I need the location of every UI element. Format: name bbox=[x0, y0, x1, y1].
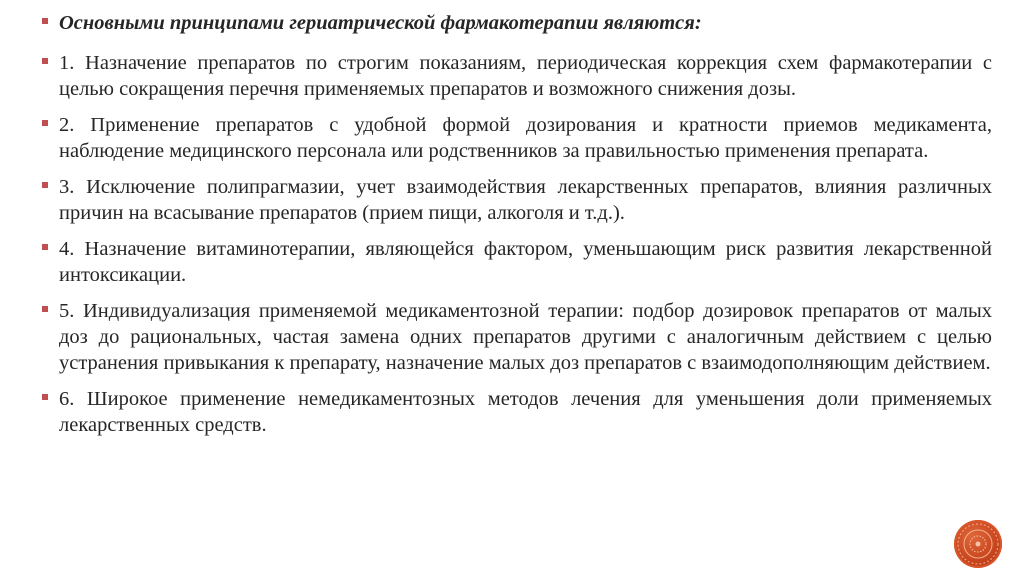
logo-ornament-graphic bbox=[954, 520, 1002, 568]
list-item bbox=[40, 386, 992, 438]
square-bullet-icon bbox=[42, 306, 48, 312]
list-item bbox=[40, 174, 992, 226]
circular-ornament-logo-icon bbox=[954, 520, 1002, 568]
square-bullet-icon bbox=[42, 182, 48, 188]
square-bullet-icon bbox=[42, 394, 48, 400]
list-item-text: 1. Назначение препаратов по строгим показаниям, периодическая коррекция схем фармакотерапии с целью сокращения перечня применяемых препаратов и возможного снижения дозы. bbox=[59, 52, 992, 100]
principles-list bbox=[40, 10, 992, 448]
list-heading bbox=[40, 10, 992, 36]
list-item-text: 4. Назначение витаминотерапии, являющейся фактором, уменьшающим риск развития лекарственной интоксикации. bbox=[59, 238, 992, 286]
list-item-text: 3. Исключение полипрагмазии, учет взаимодействия лекарственных препаратов, влияния различных причин на всасывание препаратов (прием пищи, алкоголя и т.д.). bbox=[59, 176, 992, 224]
list-item bbox=[40, 298, 992, 376]
square-bullet-icon bbox=[42, 244, 48, 250]
list-item-text: 5. Индивидуализация применяемой медикаментозной терапии: подбор дозировок препаратов от малых доз до рациональных, частая замена одних препаратов другими с аналогичным действием с целью устранения привыкания к препарату, назначение малых доз препаратов с взаимодополняющим действием. bbox=[59, 300, 992, 374]
heading-text: Основными принципами гериатрической фармакотерапии являются: bbox=[59, 12, 702, 34]
square-bullet-icon bbox=[42, 120, 48, 126]
list-item bbox=[40, 50, 992, 102]
list-item-text: 6. Широкое применение немедикаментозных методов лечения для уменьшения доли применяемых лекарственных средств. bbox=[59, 388, 992, 436]
square-bullet-icon bbox=[42, 58, 48, 64]
list-item bbox=[40, 112, 992, 164]
list-item-text: 2. Применение препаратов с удобной формой дозирования и кратности приемов медикамента, наблюдение медицинского персонала или родственников за правильностью применения препарата. bbox=[59, 114, 992, 162]
list-item bbox=[40, 236, 992, 288]
square-bullet-icon bbox=[42, 18, 48, 24]
